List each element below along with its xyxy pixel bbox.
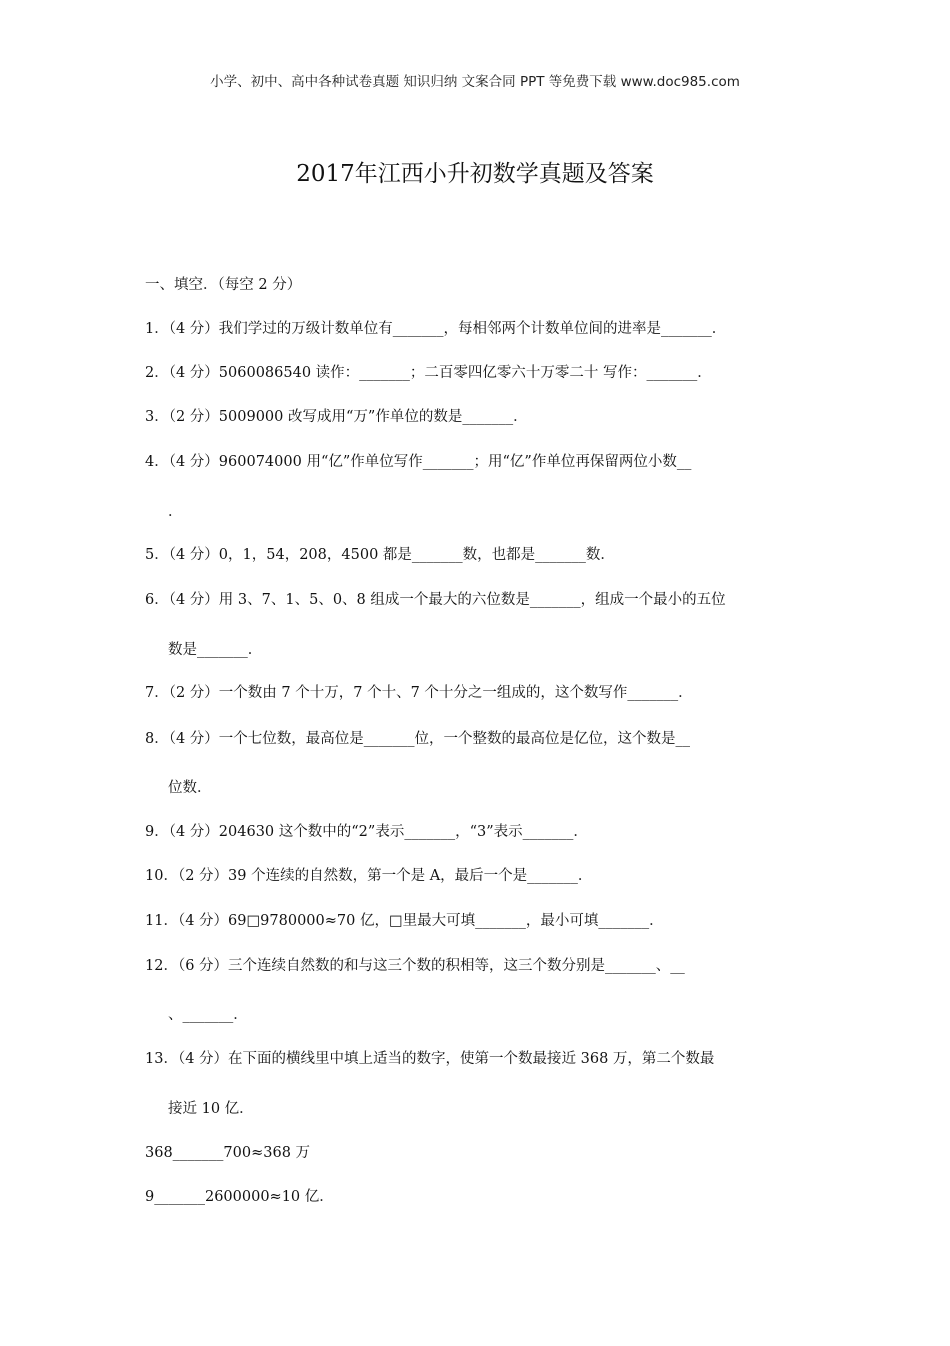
question-13-continued: 接近 10 亿．	[168, 1101, 254, 1117]
page-header: 小学、初中、高中各种试卷真题 知识归纳 文案合同 PPT 等免费下载 www.doc985.com	[210, 74, 740, 90]
question-8-continued: 位数．	[168, 780, 212, 796]
question-12-continued: 、_______．	[168, 1007, 248, 1023]
question-13-part-2: 9_______2600000≈10 亿．	[145, 1189, 334, 1205]
question-8: 8．（4 分）一个七位数，最高位是_______位，一个整数的最高位是亿位，这个数是__	[145, 731, 691, 747]
section-heading: 一、填空．（每空 2 分）	[145, 277, 302, 293]
question-3: 3．（2 分）5009000 改写成用“万”作单位的数是_______．	[145, 409, 528, 425]
question-2: 2．（4 分）5060086540 读作：_______；二百零四亿零六十万零二十 写作：_______．	[145, 365, 712, 381]
question-5: 5．（4 分）0，1，54，208，4500 都是_______数，也都是_______数．	[145, 547, 615, 563]
question-6: 6．（4 分）用 3、7、1、5、0、8 组成一个最大的六位数是_______，组成一个最小的五位	[145, 592, 726, 608]
question-12: 12．（6 分）三个连续自然数的和与这三个数的积相等，这三个数分别是_______、__	[145, 958, 685, 974]
question-7: 7．（2 分）一个数由 7 个十万，7 个十、7 个十分之一组成的，这个数写作_______．	[145, 685, 693, 701]
question-4-continued: ．	[168, 504, 183, 520]
question-10: 10．（2 分）39 个连续的自然数，第一个是 A，最后一个是_______．	[145, 868, 593, 884]
page-title: 2017年江西小升初数学真题及答案	[296, 161, 654, 187]
question-9: 9．（4 分）204630 这个数中的“2”表示_______，“3”表示_______．	[145, 824, 588, 840]
question-6-continued: 数是_______．	[168, 642, 263, 658]
question-4: 4．（4 分）960074000 用“亿”作单位写作_______；用“亿”作单位再保留两位小数__	[145, 454, 692, 470]
question-13-part-1: 368_______700≈368 万	[145, 1145, 311, 1161]
question-13: 13．（4 分）在下面的横线里中填上适当的数字，使第一个数最接近 368 万，第二个数最	[145, 1051, 715, 1067]
question-11: 11．（4 分）69□9780000≈70 亿，□里最大可填_______，最小可填_______．	[145, 913, 664, 929]
question-1: 1．（4 分）我们学过的万级计数单位有_______，每相邻两个计数单位间的进率是_______．	[145, 321, 727, 337]
